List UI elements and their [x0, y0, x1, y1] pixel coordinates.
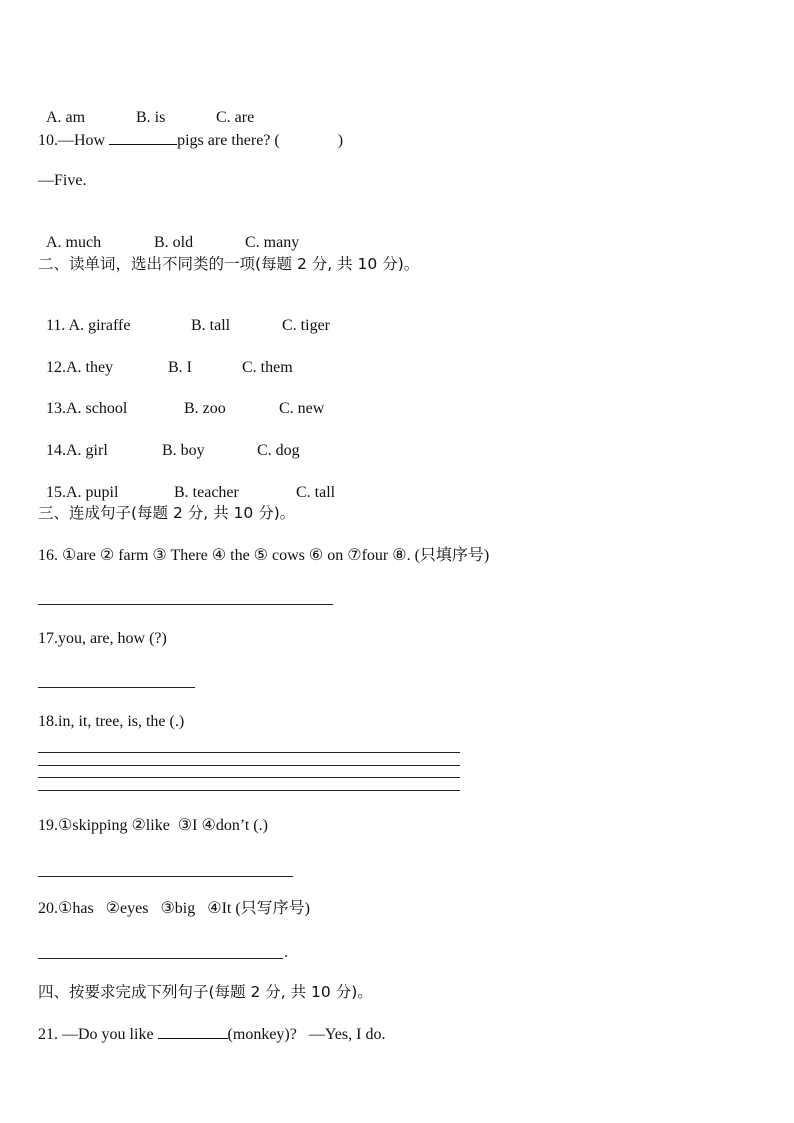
q10-suffix: pigs are there? (	[177, 132, 280, 149]
q20-question: 20.①has ②eyes ③big ④It (只写序号)	[38, 900, 311, 917]
q20-answer-line[interactable]	[38, 958, 283, 959]
q16-question: 16. ①are ② farm ③ There ④ the ⑤ cows ⑥ on ⑦four ⑧. (只填序号)	[38, 547, 490, 564]
q18-answer-line-3[interactable]	[38, 777, 460, 778]
q13-option-a: 13.A. school	[46, 400, 128, 417]
q11-option-a: 11. A. giraffe	[46, 317, 131, 334]
q9-option-b: B. is	[136, 109, 166, 126]
q10-option-b: B. old	[154, 234, 194, 251]
q17-question: 17.you, are, how (?)	[38, 630, 167, 647]
q18-question: 18.in, it, tree, is, the (.)	[38, 713, 185, 730]
q19-question: 19.①skipping ②like ③I ④don’t (.)	[38, 817, 268, 834]
q21-suffix: (monkey)? —Yes, I do.	[227, 1026, 386, 1043]
q9-option-a: A. am	[46, 109, 86, 126]
q10-close-paren: )	[337, 132, 344, 149]
section-4-title: 四、按要求完成下列句子(每题 2 分, 共 10 分)。	[38, 983, 373, 1001]
q12-option-b: B. I	[168, 359, 192, 376]
q10-option-c: C. many	[245, 234, 300, 251]
section-2-title: 二、读单词，选出不同类的一项(每题 2 分, 共 10 分)。	[38, 255, 420, 273]
q18-answer-line-2[interactable]	[38, 765, 460, 766]
section-3-title: 三、连成句子(每题 2 分, 共 10 分)。	[38, 504, 296, 522]
q13-option-c: C. new	[279, 400, 325, 417]
q10-option-a: A. much	[46, 234, 102, 251]
q21-question	[38, 1024, 385, 1045]
q13-option-b: B. zoo	[184, 400, 226, 417]
q13-row	[38, 379, 324, 419]
q10-answer: —Five.	[38, 172, 87, 189]
q11-row	[38, 296, 330, 336]
q18-answer-line-1[interactable]	[38, 752, 460, 753]
q11-option-c: C. tiger	[282, 317, 330, 334]
q17-answer-line[interactable]	[38, 687, 195, 688]
q12-row	[38, 338, 293, 378]
q14-option-a: 14.A. girl	[46, 442, 108, 459]
q14-option-b: B. boy	[162, 442, 205, 459]
q14-option-c: C. dog	[257, 442, 300, 459]
q9-options-row	[38, 88, 254, 128]
q9-option-c: C. are	[216, 109, 255, 126]
q21-prefix: 21. —Do you like	[38, 1026, 158, 1043]
q11-option-b: B. tall	[191, 317, 231, 334]
q15-row	[38, 463, 335, 503]
q10-prefix: 10.—How	[38, 132, 110, 149]
q15-option-b: B. teacher	[174, 484, 239, 501]
q16-answer-line[interactable]	[38, 604, 333, 605]
q15-option-a: 15.A. pupil	[46, 484, 119, 501]
q10-question	[38, 130, 343, 151]
q12-option-a: 12.A. they	[46, 359, 114, 376]
q12-option-c: C. them	[242, 359, 293, 376]
q14-row	[38, 421, 300, 461]
q20-period: .	[284, 944, 288, 961]
q10-blank[interactable]	[109, 130, 177, 145]
q18-answer-line-4[interactable]	[38, 790, 460, 791]
q19-answer-line[interactable]	[38, 876, 293, 877]
q15-option-c: C. tall	[296, 484, 336, 501]
q10-options-row	[38, 213, 299, 253]
q21-blank[interactable]	[158, 1024, 228, 1039]
